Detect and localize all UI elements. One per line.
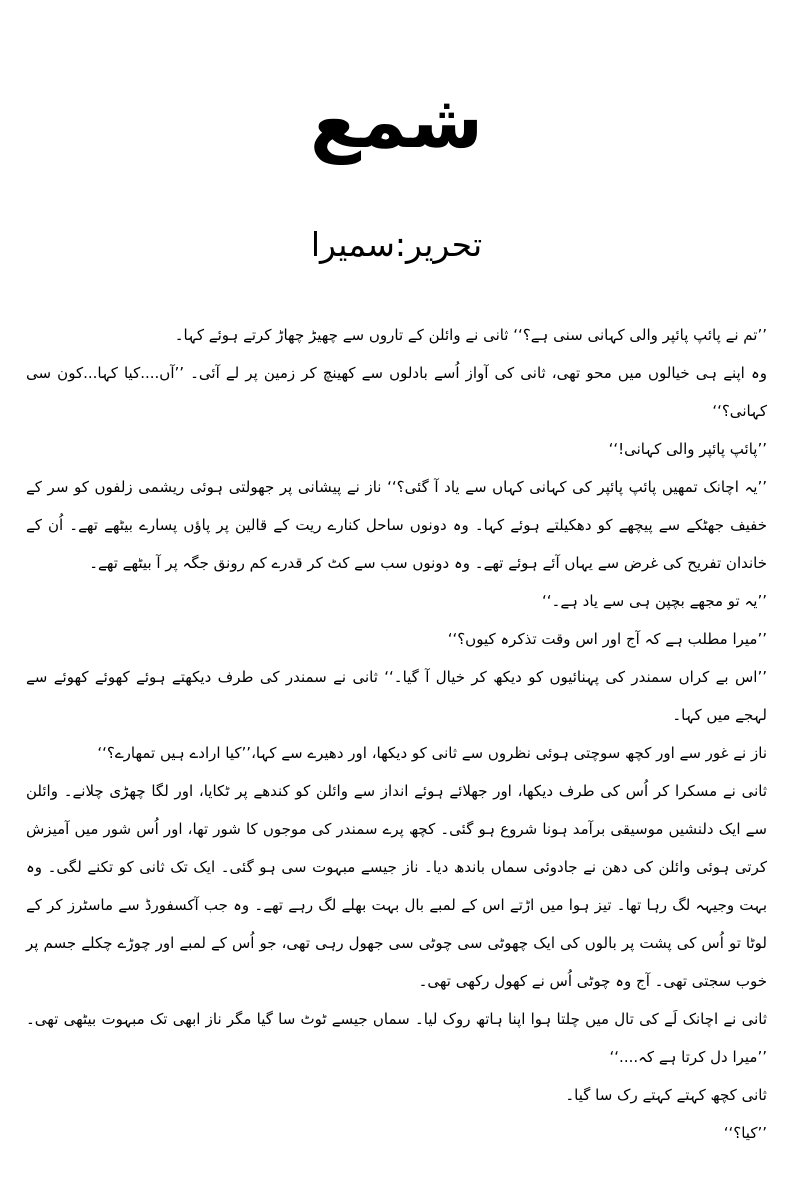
story-body: [26, 316, 767, 1152]
story-paragraph: ’’تم نے پائپ پائپر والی کہانی سنی ہے؟‘‘ ثانی نے وائلن کے تاروں سے چھیڑ چھاڑ کرتے ہوئے کہا۔: [174, 325, 767, 344]
story-paragraph: ’’کیا؟‘‘: [723, 1123, 767, 1142]
story-paragraph: ’’یہ تو مجھے بچپن ہی سے یاد ہے۔‘‘: [542, 591, 767, 610]
story-paragraph: وہ اپنے ہی خیالوں میں محو تھی، ثانی کی آواز اُسے بادلوں سے کھینچ کر زمین پر لے آئی۔ ’’آں....کیا کہا...کون سی کہانی؟‘‘: [26, 363, 767, 420]
story-paragraph: ’’یہ اچانک تمھیں پائپ پائپر کی کہانی کہاں سے یاد آ گئی؟‘‘ ناز نے پیشانی پر جھولتی ہوئی ریشمی زلفوں کو سر کے خفیف جھٹکے سے پیچھے کو دھکیلتے ہوئے کہا۔ وہ دونوں ساحل کنارے ریت کے قالین پر پاؤں پسارے بیٹھے تھے۔ اُن کے خاندان تفریح کی غرض سے یہاں آئے ہوئے تھے۔ وہ دونوں سب سے کٹ کر قدرے کم رونق جگہ پر آ بیٹھے تھے۔: [26, 477, 767, 572]
story-paragraph: ثانی نے اچانک لَے کی تال میں چلتا ہوا اپنا ہاتھ روک لیا۔ سماں جیسے ٹوٹ سا گیا مگر ناز ابھی تک مبہوت بیٹھی تھی۔ ’’میرا دل کرتا ہے کہ....‘‘: [26, 1009, 767, 1066]
story-paragraph: ثانی نے مسکرا کر اُس کی طرف دیکھا، اور جھلائے ہوئے انداز سے وائلن کو کندھے پر ٹکایا، اور لگا چھڑی چلانے۔ وائلن سے ایک دلنشیں موسیقی برآمد ہونا شروع ہو گئی۔ کچھ پرے سمندر کی موجوں کا شور تھا، اور اُس شور میں آمیزش کرتی ہوئی وائلن کی دھن نے جادوئی سماں باندھ دیا۔ ناز جیسے مبہوت سی ہو گئی۔ ایک تک ثانی کو تکنے لگی۔ وہ بہت وجیہہ لگ رہا تھا۔ تیز ہوا میں اڑتے اس کے لمبے بال بہت بھلے لگ رہے تھے۔ وہ جب آکسفورڈ سے ماسٹرز کر کے لوٹا تو اُس کی پشت پر بالوں کی ایک چھوٹی سی چوٹی سی جھول رہی تھی، جو اُس کے لمبے اور چوڑے چکلے جسم پر خوب سجتی تھی۔ آج وہ چوٹی اُس نے کھول رکھی تھی۔: [26, 781, 767, 990]
story-title: شمع: [310, 79, 483, 165]
story-paragraph: ’’اس بے کراں سمندر کی پہنائیوں کو دیکھ کر خیال آ گیا۔‘‘ ثانی نے سمندر کی طرف دیکھتے ہوئے کھوئے کھوئے سے لہجے میں کہا۔: [26, 667, 767, 724]
story-paragraph: ثانی کچھ کہتے کہتے رک سا گیا۔: [565, 1085, 767, 1104]
story-paragraph: ’’میرا مطلب ہے کہ آج اور اس وقت تذکرہ کیوں؟‘‘: [447, 629, 767, 648]
document-page: [0, 78, 793, 1200]
story-byline: تحریر:سمیرا: [310, 224, 483, 264]
story-paragraph: ’’پائپ پائپر والی کہانی!‘‘: [608, 439, 767, 458]
story-paragraph: ناز نے غور سے اور کچھ سوچتی ہوئی نظروں سے ثانی کو دیکھا، اور دھیرے سے کہا،’’کیا ارادے ہیں تمھارے؟‘‘: [97, 743, 767, 762]
